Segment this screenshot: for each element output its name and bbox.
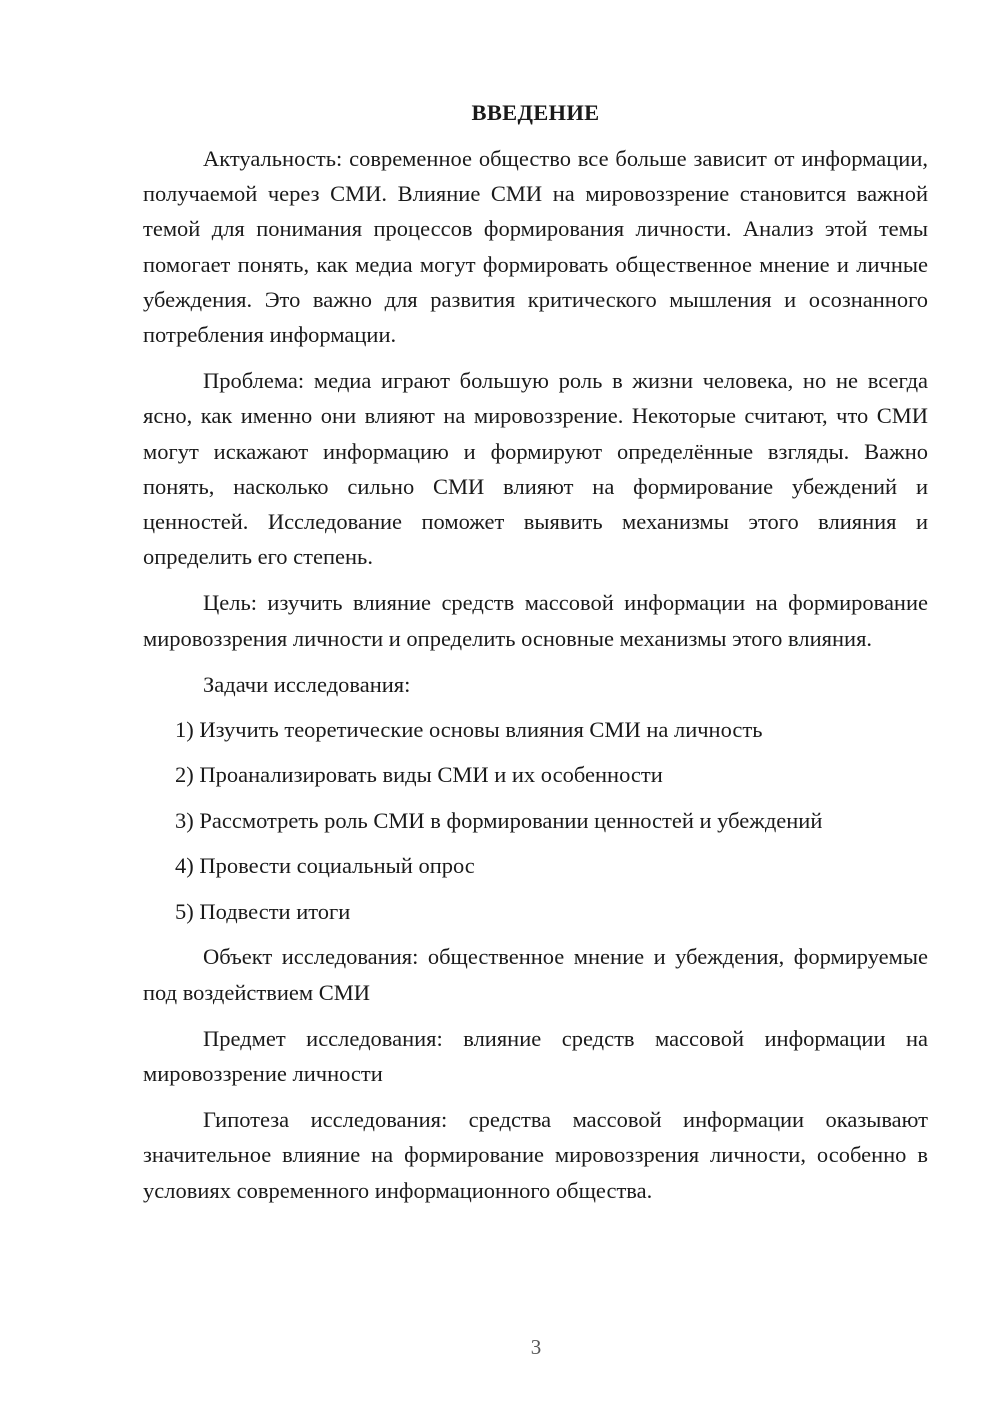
task-list — [143, 712, 928, 929]
task-item: 5) Подвести итоги — [175, 898, 351, 924]
relevance-paragraph: Актуальность: современное общество все больше зависит от информации, получаемой через СМИ. Влияние СМИ на мировоззрение становится важной темой для понимания процессов формирования личности. Анализ этой темы помогает понять, как медиа могут формировать общественное мнение и личные убеждения. Это важно для развития критического мышления и осознанного потребления информации. — [143, 146, 928, 348]
section-title: ВВЕДЕНИЕ — [471, 100, 600, 125]
tasks-heading: Задачи исследования: — [203, 671, 411, 697]
subject-paragraph: Предмет исследования: влияние средств массовой информации на мировоззрение личности — [143, 1025, 928, 1086]
object-paragraph: Объект исследования: общественное мнение и убеждения, формируемые под воздействием СМИ — [143, 944, 928, 1005]
hypothesis-paragraph: Гипотеза исследования: средства массовой информации оказывают значительное влияние на формирование мировоззрения личности, особенно в условиях современного информационного общества. — [143, 1107, 928, 1203]
document-page — [143, 95, 928, 1219]
task-item: 2) Проанализировать виды СМИ и их особенности — [175, 762, 663, 788]
page-number: 3 — [530, 1335, 542, 1359]
problem-paragraph: Проблема: медиа играют большую роль в жизни человека, но не всегда ясно, как именно они влияют на мировоззрение. Некоторые считают, что СМИ могут искажают информацию и формируют определённые взгляды. Важно понять, насколько сильно СМИ влияют на формирование убеждений и ценностей. Исследование поможет выявить механизмы этого влияния и определить его степень. — [143, 368, 928, 570]
task-item: 4) Провести социальный опрос — [175, 853, 475, 879]
goal-paragraph: Цель: изучить влияние средств массовой информации на формирование мировоззрения личности и определить основные механизмы этого влияния. — [143, 590, 928, 651]
task-item: 1) Изучить теоретические основы влияния СМИ на личность — [175, 716, 763, 742]
task-item: 3) Рассмотреть роль СМИ в формировании ценностей и убеждений — [175, 807, 823, 833]
